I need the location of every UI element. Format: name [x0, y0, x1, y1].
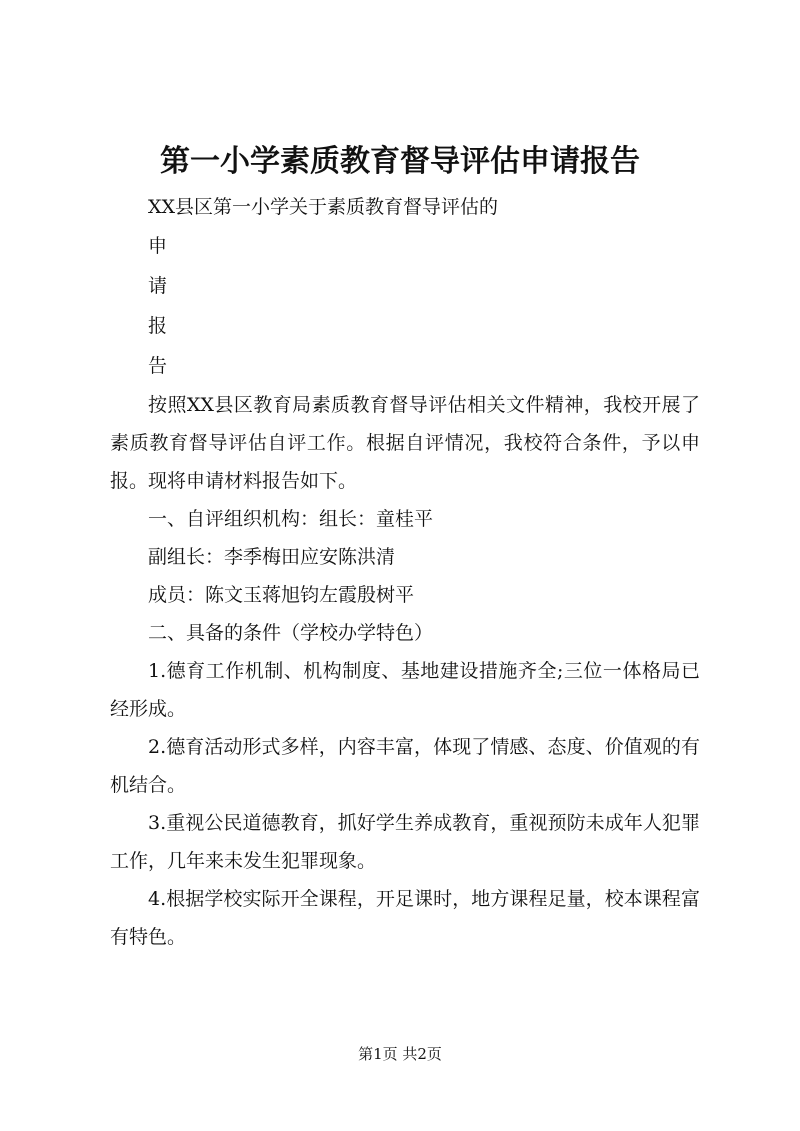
paragraph-section-two: 二、具备的条件（学校办学特色） [148, 622, 434, 644]
paragraph-char-gao: 告 [148, 355, 168, 377]
paragraph-item-4: 4.根据学校实际开全课程，开足课时，地方课程足量，校本课程富有特色。 [110, 888, 700, 948]
paragraph-section-one: 一、自评组织机构：组长：童桂平 [148, 508, 434, 530]
paragraph-members: 成员：陈文玉蒋旭钧左霞殷树平 [148, 584, 415, 606]
document-title: 第一小学素质教育督导评估申请报告 [160, 144, 640, 179]
document-body [110, 188, 700, 956]
paragraph-char-bao: 报 [148, 315, 168, 337]
paragraph-char-qing: 请 [148, 275, 168, 297]
paragraph-item-2: 2.德育活动形式多样，内容丰富，体现了情感、态度、价值观的有机结合。 [110, 736, 700, 796]
paragraph-deputy-leaders: 副组长：李季梅田应安陈洪清 [148, 546, 396, 568]
paragraph-char-shen: 申 [148, 235, 168, 257]
paragraph-main: 按照XX县区教育局素质教育督导评估相关文件精神，我校开展了素质教育督导评估自评工作。根据自评情况，我校符合条件，予以申报。现将申请材料报告如下。 [110, 394, 700, 492]
paragraph-item-3: 3.重视公民道德教育，抓好学生养成教育，重视预防未成年人犯罪工作，几年来未发生犯罪现象。 [110, 812, 700, 872]
paragraph-intro: XX县区第一小学关于素质教育督导评估的 [148, 196, 499, 218]
paragraph-item-1: 1.德育工作机制、机构制度、基地建设措施齐全;三位一体格局已经形成。 [110, 660, 700, 720]
page-footer: 第1页 共2页 [358, 1045, 442, 1063]
